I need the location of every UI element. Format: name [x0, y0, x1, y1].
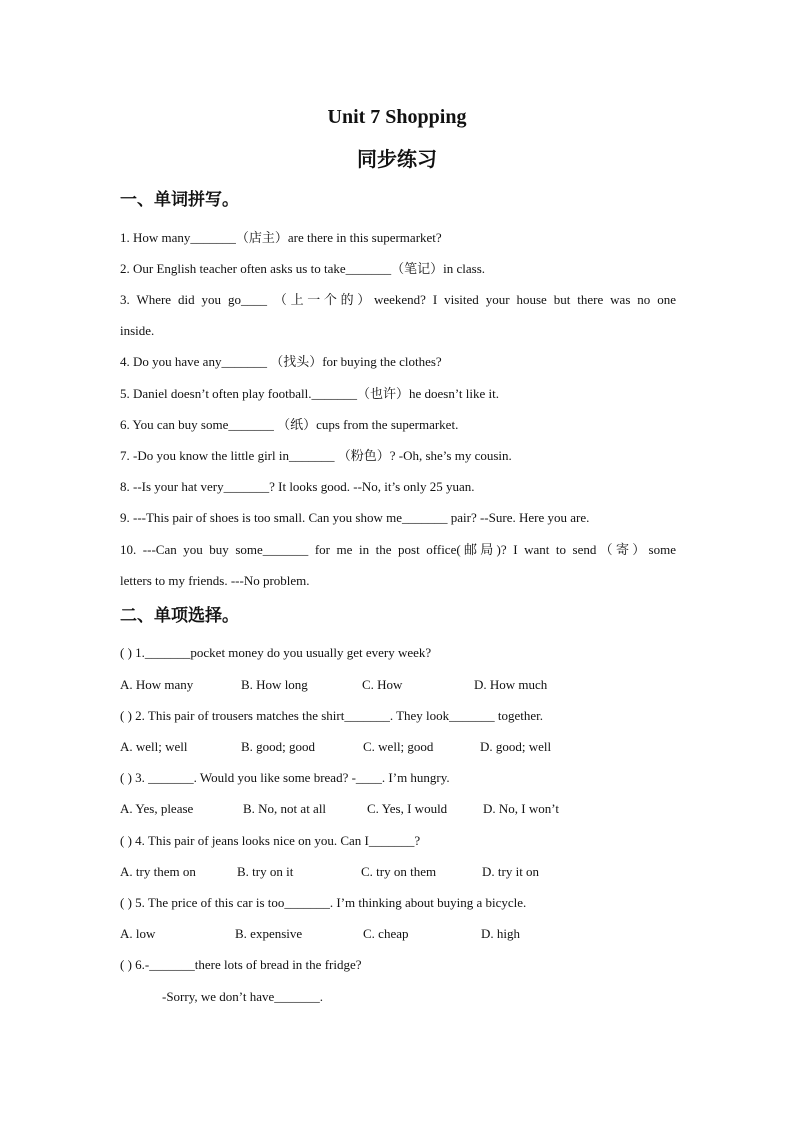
page-title: Unit 7 Shopping — [327, 106, 467, 128]
q5-option-b: B. expensive — [235, 926, 303, 941]
q3-option-b: B. No, not at all — [243, 801, 327, 816]
spelling-item-2: 2. Our English teacher often asks us to take_______（笔记）in class. — [120, 261, 486, 276]
choice-question-3: ( ) 3. _______. Would you like some bread? -____. I’m hungry. — [120, 770, 450, 785]
q2-option-c: C. well; good — [363, 739, 434, 754]
q3-option-d: D. No, I won’t — [483, 801, 559, 816]
choice-question-2: ( ) 2. This pair of trousers matches the shirt_______. They look_______ together. — [120, 708, 544, 723]
spelling-item-10-continued: letters to my friends. ---No problem. — [120, 573, 310, 588]
q3-option-c: C. Yes, I would — [367, 801, 448, 816]
q5-option-a: A. low — [120, 926, 156, 941]
q4-option-d: D. try it on — [482, 864, 540, 879]
q4-option-a: A. try them on — [120, 864, 196, 879]
spelling-item-8: 8. --Is your hat very_______? It looks good. --No, it’s only 25 yuan. — [120, 479, 475, 494]
spelling-item-3-continued: inside. — [120, 323, 155, 338]
q2-option-a: A. well; well — [120, 739, 188, 754]
page-subtitle: 同步练习 — [357, 147, 437, 171]
spelling-item-5: 5. Daniel doesn’t often play football._______（也许）he doesn’t like it. — [120, 386, 499, 401]
choice-question-6: ( ) 6.-_______there lots of bread in the fridge? — [120, 957, 362, 972]
section-heading-spelling: 一、单词拼写。 — [120, 190, 239, 210]
spelling-item-9: 9. ---This pair of shoes is too small. Can you show me_______ pair? --Sure. Here you are. — [120, 510, 590, 525]
choice-question-4: ( ) 4. This pair of jeans looks nice on you. Can I_______? — [120, 833, 421, 848]
spelling-item-7: 7. -Do you know the little girl in_______ （粉色）? -Oh, she’s my cousin. — [120, 448, 512, 463]
q1-option-d: D. How much — [474, 677, 548, 692]
q1-option-c: C. How — [362, 677, 403, 692]
q2-option-d: D. good; well — [480, 739, 552, 754]
section-heading-choice: 二、单项选择。 — [120, 606, 239, 626]
q4-option-c: C. try on them — [361, 864, 437, 879]
q5-option-c: C. cheap — [363, 926, 409, 941]
choice-question-5: ( ) 5. The price of this car is too_______. I’m thinking about buying a bicycle. — [120, 895, 527, 910]
spelling-item-10: 10. ---Can you buy some_______ for me in the post office(邮局)? I want to send（寄）some — [120, 542, 676, 557]
q4-option-b: B. try on it — [237, 864, 294, 879]
spelling-item-4: 4. Do you have any_______ （找头）for buying the clothes? — [120, 354, 442, 369]
q3-option-a: A. Yes, please — [120, 801, 194, 816]
q1-option-a: A. How many — [120, 677, 194, 692]
q5-option-d: D. high — [481, 926, 520, 941]
q1-option-b: B. How long — [241, 677, 308, 692]
spelling-item-1: 1. How many_______（店主）are there in this supermarket? — [120, 230, 442, 245]
choice-question-6-continued: -Sorry, we don’t have_______. — [162, 989, 324, 1004]
spelling-item-6: 6. You can buy some_______ （纸）cups from the supermarket. — [120, 417, 459, 432]
spelling-item-3: 3. Where did you go____ （上一个的）weekend? I visited your house but there was no one — [120, 292, 676, 307]
q2-option-b: B. good; good — [241, 739, 316, 754]
choice-question-1: ( ) 1._______pocket money do you usually get every week? — [120, 645, 432, 660]
